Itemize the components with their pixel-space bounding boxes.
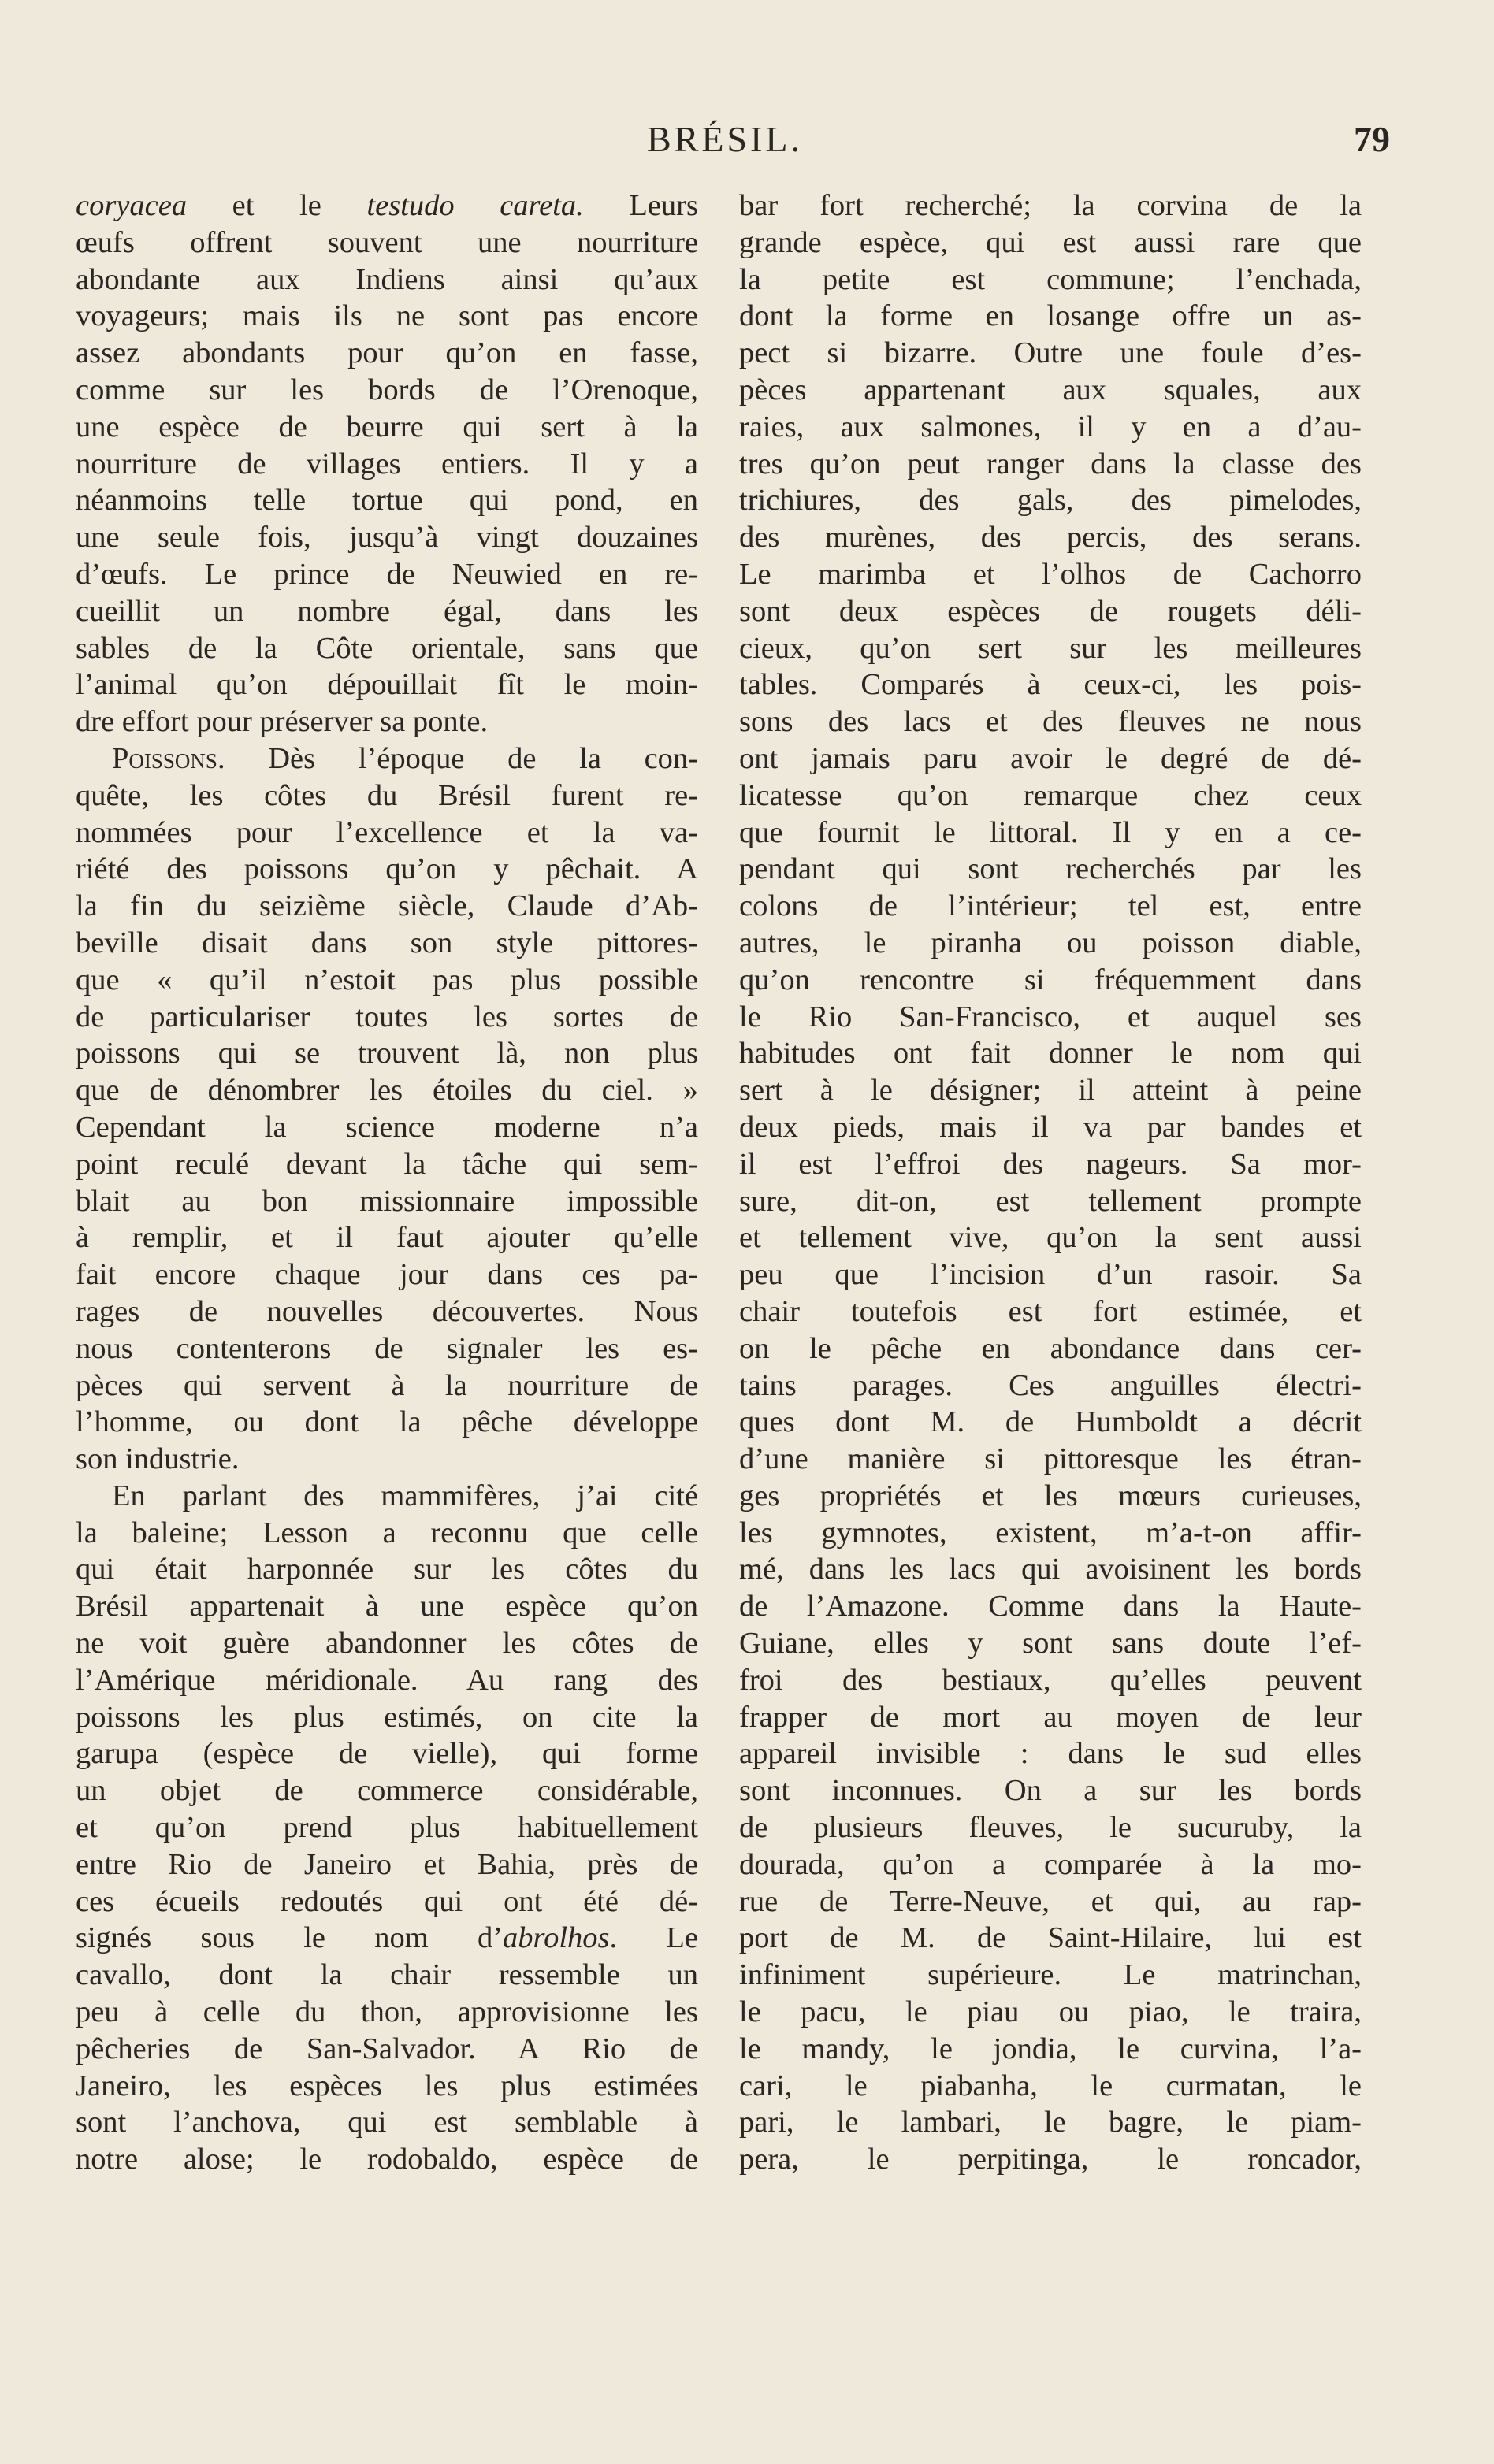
text-line <box>76 446 698 483</box>
text-segment: sont inconnues. On a sur les bords <box>739 1774 1362 1808</box>
text-line <box>739 482 1362 519</box>
text-line <box>76 2031 698 2068</box>
text-segment: peu à celle du thon, approvisionne les <box>76 1995 698 2029</box>
text-segment: et le <box>187 189 367 222</box>
text-segment: tres qu’on peut ranger dans la classe des <box>739 447 1362 481</box>
text-line <box>76 1920 698 1957</box>
text-line <box>76 703 698 740</box>
text-line <box>739 1772 1362 1809</box>
text-line <box>76 187 698 225</box>
text-segment: les gymnotes, existent, m’a-t-on affir- <box>739 1516 1362 1549</box>
text-segment: quête, les côtes du Brésil furent re- <box>76 778 698 812</box>
text-segment: sont l’anchova, qui est semblable à <box>76 2106 698 2139</box>
text-segment: cari, le piabanha, le curmatan, le <box>739 2069 1362 2102</box>
text-line <box>76 1072 698 1109</box>
text-segment: colons de l’intérieur; tel est, entre <box>739 889 1362 923</box>
text-segment: dont la forme en losange offre un as- <box>739 299 1362 333</box>
text-segment: et qu’on prend plus habituellement <box>76 1811 698 1845</box>
text-line <box>76 1219 698 1256</box>
text-segment: assez abondants pour qu’on en fasse, <box>76 336 698 370</box>
text-segment: beville disait dans son style pittores- <box>76 926 698 959</box>
text-segment: nous contenterons de signaler les es- <box>76 1331 698 1365</box>
text-line <box>739 335 1362 372</box>
text-segment: poissons qui se trouvent là, non plus <box>76 1037 698 1071</box>
text-line <box>739 593 1362 630</box>
text-line <box>739 888 1362 925</box>
text-segment: de plusieurs fleuves, le sucuruby, la <box>739 1811 1362 1845</box>
text-line <box>76 372 698 409</box>
text-segment: qui était harponnée sur les côtes du <box>76 1553 698 1586</box>
text-segment: deux pieds, mais il va par bandes et <box>739 1110 1362 1144</box>
text-line <box>739 1441 1362 1478</box>
text-line <box>739 298 1362 335</box>
text-line <box>739 1846 1362 1883</box>
text-line <box>76 1772 698 1809</box>
text-segment: ne voit guère abandonner les côtes de <box>76 1627 698 1661</box>
text-line <box>739 1256 1362 1293</box>
text-segment: dourada, qu’on a comparée à la mo- <box>739 1847 1362 1881</box>
text-segment: rue de Terre-Neuve, et qui, au rap- <box>739 1884 1362 1918</box>
text-line <box>76 1404 698 1441</box>
text-segment: blait au bon missionnaire impossible <box>76 1184 698 1218</box>
text-segment: ques dont M. de Humboldt a décrit <box>739 1405 1362 1439</box>
text-line <box>739 1404 1362 1441</box>
text-line <box>739 815 1362 852</box>
text-segment: habitudes ont fait donner le nom qui <box>739 1037 1362 1071</box>
text-segment: voyageurs; mais ils ne sont pas encore <box>76 299 698 333</box>
text-line <box>739 777 1362 815</box>
text-line <box>739 225 1362 262</box>
text-line <box>76 1625 698 1662</box>
text-line <box>739 556 1362 593</box>
text-line <box>76 2104 698 2141</box>
text-segment: pect si bizarre. Outre une foule d’es- <box>739 336 1362 370</box>
text-segment: pêcheries de San-Salvador. A Rio de <box>76 2032 698 2065</box>
text-line <box>739 1293 1362 1330</box>
text-line <box>739 1330 1362 1367</box>
text-line <box>739 962 1362 999</box>
text-line <box>739 409 1362 446</box>
text-line <box>76 1293 698 1330</box>
text-line <box>76 777 698 815</box>
text-segment: l’animal qu’on dépouillait fît le moin- <box>76 668 698 702</box>
text-line <box>76 1330 698 1367</box>
text-segment: grande espèce, qui est aussi rare que <box>739 225 1362 259</box>
text-segment: raies, aux salmones, il y en a d’au- <box>739 410 1362 443</box>
text-segment: En parlant des mammifères, j’ai cité <box>112 1479 698 1512</box>
text-segment: l’Amérique méridionale. Au rang des <box>76 1663 698 1697</box>
text-line <box>76 1883 698 1920</box>
text-segment: peu que l’incision d’un rasoir. Sa <box>739 1258 1362 1292</box>
text-segment: que de dénombrer les étoiles du ciel. » <box>76 1074 698 1108</box>
text-line <box>76 815 698 852</box>
text-segment: un objet de commerce considérable, <box>76 1774 698 1808</box>
text-line <box>76 1035 698 1072</box>
text-segment: poissons les plus estimés, on cite la <box>76 1700 698 1734</box>
text-line <box>76 298 698 335</box>
text-line <box>739 666 1362 703</box>
text-line <box>76 593 698 630</box>
text-segment: pari, le lambari, le bagre, le piam- <box>739 2106 1362 2139</box>
text-line <box>739 1920 1362 1957</box>
text-line <box>739 703 1362 740</box>
text-segment: qu’on rencontre si fréquemment dans <box>739 963 1362 996</box>
text-line <box>76 2068 698 2105</box>
right-text-column <box>739 187 1362 2178</box>
text-segment: comme sur les bords de l’Orenoque, <box>76 373 698 406</box>
text-segment: Janeiro, les espèces les plus estimées <box>76 2069 698 2102</box>
text-segment: chair toutefois est fort estimée, et <box>739 1294 1362 1328</box>
text-segment: son industrie. <box>76 1442 240 1476</box>
text-line <box>76 1809 698 1846</box>
text-segment: point reculé devant la tâche qui sem- <box>76 1147 698 1181</box>
text-segment: appareil invisible : dans le sud elles <box>739 1737 1362 1771</box>
text-segment: Cependant la science moderne n’a <box>76 1110 698 1144</box>
text-line <box>76 225 698 262</box>
text-segment: . Le <box>609 1921 698 1955</box>
text-line <box>76 1699 698 1736</box>
text-line <box>739 1515 1362 1552</box>
text-segment: pèces appartenant aux squales, aux <box>739 373 1362 406</box>
text-segment: frapper de mort au moyen de leur <box>739 1700 1362 1734</box>
text-segment: autres, le piranha ou poisson diable, <box>739 926 1362 959</box>
text-line <box>739 2104 1362 2141</box>
text-line <box>76 1183 698 1220</box>
text-segment: tables. Comparés à ceux-ci, les pois- <box>739 668 1362 702</box>
text-segment: infiniment supérieure. Le matrinchan, <box>739 1958 1362 1992</box>
text-line <box>76 409 698 446</box>
text-segment: nourriture de villages entiers. Il y a <box>76 447 698 481</box>
running-header <box>76 118 1390 165</box>
text-line <box>76 1551 698 1588</box>
text-line <box>76 1515 698 1552</box>
text-line <box>739 1219 1362 1256</box>
text-line <box>76 740 698 777</box>
text-line <box>76 1957 698 1994</box>
text-line <box>739 2141 1362 2178</box>
text-line <box>739 1072 1362 1109</box>
text-line <box>76 1109 698 1146</box>
text-line <box>739 925 1362 962</box>
text-segment: entre Rio de Janeiro et Bahia, près de <box>76 1847 698 1881</box>
text-line <box>739 2068 1362 2105</box>
text-segment: garupa (espèce de vielle), qui forme <box>76 1737 698 1771</box>
text-segment: cieux, qu’on sert sur les meilleures <box>739 631 1362 665</box>
text-segment: froi des bestiaux, qu’elles peuvent <box>739 1663 1362 1697</box>
running-title: BRÉSIL. <box>647 119 803 159</box>
text-segment: pera, le perpitinga, le roncador, <box>739 2143 1362 2176</box>
text-segment: une espèce de beurre qui sert à la <box>76 410 698 443</box>
text-segment: signés sous le nom d’ <box>76 1921 504 1955</box>
italic-text: abrolhos <box>503 1921 610 1955</box>
text-segment: notre alose; le rodobaldo, espèce de <box>76 2143 698 2176</box>
text-segment: d’œufs. Le prince de Neuwied en re- <box>76 557 698 591</box>
text-line <box>76 1146 698 1183</box>
text-line <box>739 740 1362 777</box>
text-line <box>76 630 698 667</box>
text-line <box>76 1994 698 2031</box>
text-segment: pèces qui servent à la nourriture de <box>76 1368 698 1402</box>
text-segment: sert à le désigner; il atteint à peine <box>739 1074 1362 1108</box>
text-line <box>76 925 698 962</box>
text-line <box>76 1441 698 1478</box>
italic-text: testudo careta. <box>366 189 584 222</box>
text-line <box>76 556 698 593</box>
text-segment: néanmoins telle tortue qui pond, en <box>76 484 698 518</box>
text-line <box>76 519 698 556</box>
text-line <box>76 999 698 1036</box>
text-segment: riété des poissons qu’on y pêchait. A <box>76 852 698 886</box>
text-segment: dre effort pour préserver sa ponte. <box>76 705 489 739</box>
text-segment: des murènes, des percis, des serans. <box>739 521 1362 555</box>
left-text-column <box>76 187 698 2178</box>
text-segment: le mandy, le jondia, le curvina, l’a- <box>739 2032 1362 2065</box>
text-line <box>76 1256 698 1293</box>
text-line <box>76 1662 698 1699</box>
text-segment: nommées pour l’excellence et la va- <box>76 815 698 849</box>
text-line <box>76 851 698 888</box>
text-segment: fait encore chaque jour dans ces pa- <box>76 1258 698 1292</box>
section-heading: Poissons. <box>112 741 225 775</box>
text-segment: sons des lacs et des fleuves ne nous <box>739 705 1362 739</box>
text-segment: Brésil appartenait à une espèce qu’on <box>76 1590 698 1623</box>
text-segment: œufs offrent souvent une nourriture <box>76 225 698 259</box>
text-line <box>76 1588 698 1625</box>
text-line <box>739 1588 1362 1625</box>
text-segment: pendant qui sont recherchés par les <box>739 852 1362 886</box>
text-segment: la petite est commune; l’enchada, <box>739 262 1362 296</box>
text-segment: Guiane, elles y sont sans doute l’ef- <box>739 1627 1362 1661</box>
text-line <box>76 1846 698 1883</box>
text-line <box>739 1478 1362 1515</box>
text-line <box>76 962 698 999</box>
text-segment: Le marimba et l’olhos de Cachorro <box>739 557 1362 591</box>
text-line <box>739 1735 1362 1772</box>
text-line <box>739 851 1362 888</box>
text-segment: l’homme, ou dont la pêche développe <box>76 1405 698 1439</box>
text-line <box>739 446 1362 483</box>
text-line <box>739 262 1362 299</box>
text-line <box>76 2141 698 2178</box>
text-line <box>739 1883 1362 1920</box>
italic-text: coryacea <box>76 189 188 222</box>
text-segment: bar fort recherché; la corvina de la <box>739 189 1362 222</box>
text-line <box>739 1035 1362 1072</box>
text-segment: le pacu, le piau ou piao, le traira, <box>739 1995 1362 2029</box>
text-line <box>739 999 1362 1036</box>
text-line <box>76 262 698 299</box>
text-segment: ces écueils redoutés qui ont été dé- <box>76 1884 698 1918</box>
text-segment: on le pêche en abondance dans cer- <box>739 1331 1362 1365</box>
text-segment: la baleine; Lesson a reconnu que celle <box>76 1516 698 1549</box>
text-segment: sont deux espèces de rougets déli- <box>739 594 1362 628</box>
text-segment: cueillit un nombre égal, dans les <box>76 594 698 628</box>
text-segment: de particulariser toutes les sortes de <box>76 1000 698 1033</box>
text-line <box>76 1478 698 1515</box>
text-segment: Leurs <box>583 189 698 222</box>
text-segment: ges propriétés et les mœurs curieuses, <box>739 1479 1362 1512</box>
text-line <box>739 2031 1362 2068</box>
text-line <box>739 1625 1362 1662</box>
text-segment: port de M. de Saint-Hilaire, lui est <box>739 1921 1362 1955</box>
text-line <box>739 1809 1362 1846</box>
text-line <box>739 372 1362 409</box>
text-segment: de l’Amazone. Comme dans la Haute- <box>739 1590 1362 1623</box>
text-line <box>739 1699 1362 1736</box>
text-segment: d’une manière si pittoresque les étran- <box>739 1442 1362 1476</box>
text-line <box>739 1109 1362 1146</box>
text-line <box>739 1994 1362 2031</box>
text-line <box>76 335 698 372</box>
text-segment: Dès l’époque de la con- <box>225 741 698 775</box>
text-segment: tains parages. Ces anguilles électri- <box>739 1368 1362 1402</box>
text-line <box>739 1146 1362 1183</box>
text-line <box>739 1551 1362 1588</box>
text-segment: il est l’effroi des nageurs. Sa mor- <box>739 1147 1362 1181</box>
text-segment: la fin du seizième siècle, Claude d’Ab- <box>76 889 698 923</box>
text-segment: sables de la Côte orientale, sans que <box>76 631 698 665</box>
text-line <box>739 630 1362 667</box>
text-line <box>76 666 698 703</box>
text-segment: mé, dans les lacs qui avoisinent les bords <box>739 1553 1362 1586</box>
text-line <box>739 1662 1362 1699</box>
text-segment: rages de nouvelles découvertes. Nous <box>76 1294 698 1328</box>
text-line <box>76 888 698 925</box>
text-segment: que fournit le littoral. Il y en a ce- <box>739 815 1362 849</box>
text-line <box>739 1957 1362 1994</box>
text-segment: licatesse qu’on remarque chez ceux <box>739 778 1362 812</box>
text-segment: une seule fois, jusqu’à vingt douzaines <box>76 521 698 555</box>
text-segment: trichiures, des gals, des pimelodes, <box>739 484 1362 518</box>
text-segment: à remplir, et il faut ajouter qu’elle <box>76 1221 698 1255</box>
text-segment: ont jamais paru avoir le degré de dé- <box>739 741 1362 775</box>
text-line <box>76 482 698 519</box>
text-segment: le Rio San-Francisco, et auquel ses <box>739 1000 1362 1033</box>
page-number: 79 <box>1354 119 1390 159</box>
text-line <box>739 519 1362 556</box>
text-line <box>739 187 1362 225</box>
text-segment: cavallo, dont la chair ressemble un <box>76 1958 698 1992</box>
text-line <box>739 1367 1362 1405</box>
text-line <box>739 1183 1362 1220</box>
text-line <box>76 1367 698 1405</box>
text-segment: sure, dit-on, est tellement prompte <box>739 1184 1362 1218</box>
text-line <box>76 1735 698 1772</box>
text-segment: que « qu’il n’estoit pas plus possible <box>76 963 698 996</box>
text-segment: et tellement vive, qu’on la sent aussi <box>739 1221 1362 1255</box>
text-segment: abondante aux Indiens ainsi qu’aux <box>76 262 698 296</box>
